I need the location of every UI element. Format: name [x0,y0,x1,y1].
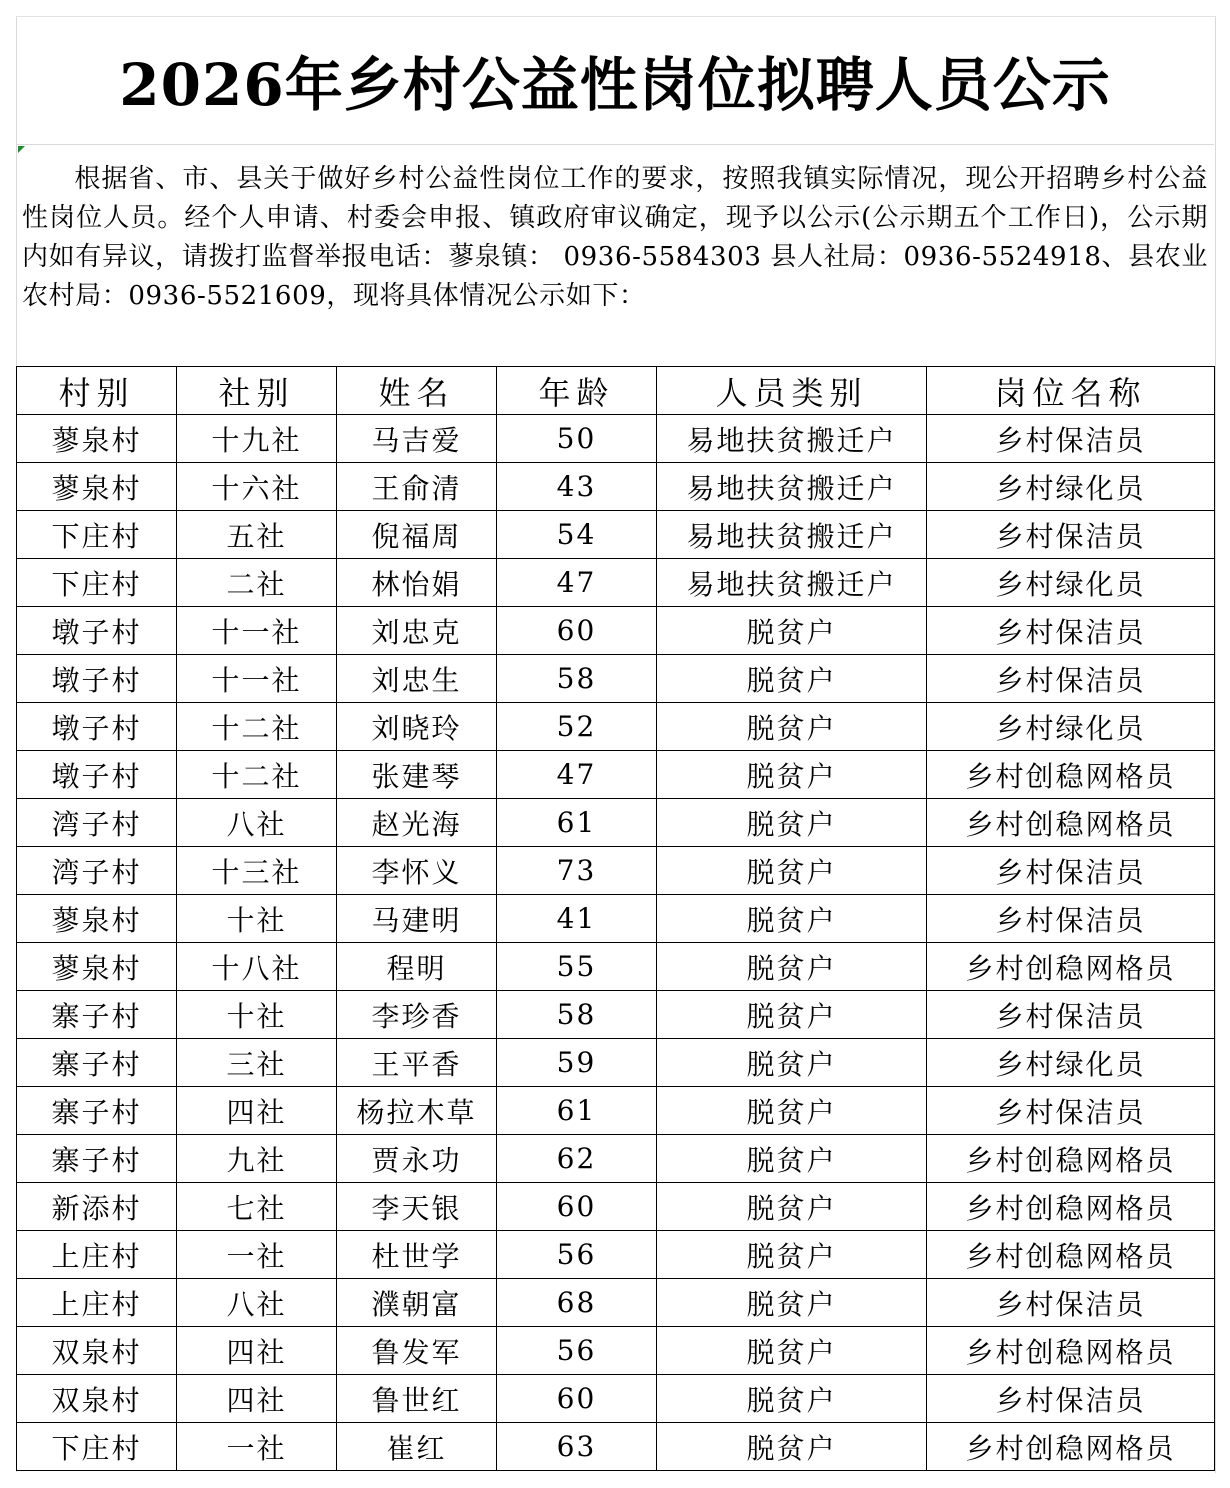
cell-category: 脱贫户 [657,847,927,895]
table-row [17,607,1215,655]
cell-age: 59 [497,1039,657,1087]
cell-group: 九社 [177,1135,337,1183]
table-row [17,703,1215,751]
cell-category: 易地扶贫搬迁户 [657,463,927,511]
cell-name: 林怡娟 [337,559,497,607]
cell-group: 三社 [177,1039,337,1087]
cell-village: 墩子村 [17,751,177,799]
cell-age: 60 [497,1183,657,1231]
cell-category: 脱贫户 [657,655,927,703]
cell-age: 41 [497,895,657,943]
cell-position: 乡村创稳网格员 [927,1327,1215,1375]
header-position: 岗位名称 [927,367,1215,415]
cell-category: 脱贫户 [657,703,927,751]
cell-position: 乡村保洁员 [927,1375,1215,1423]
cell-village: 蓼泉村 [17,415,177,463]
cell-position: 乡村创稳网格员 [927,943,1215,991]
cell-group: 十一社 [177,655,337,703]
cell-village: 下庄村 [17,1423,177,1471]
cell-village: 蓼泉村 [17,895,177,943]
cell-village: 湾子村 [17,847,177,895]
cell-category: 脱贫户 [657,1135,927,1183]
cell-group: 十二社 [177,751,337,799]
cell-age: 60 [497,1375,657,1423]
table-row [17,559,1215,607]
cell-name: 濮朝富 [337,1279,497,1327]
table-header-row [17,367,1215,415]
cell-position: 乡村保洁员 [927,607,1215,655]
cell-village: 下庄村 [17,559,177,607]
cell-name: 崔红 [337,1423,497,1471]
cell-position: 乡村保洁员 [927,895,1215,943]
cell-village: 寨子村 [17,1135,177,1183]
cell-age: 47 [497,559,657,607]
cell-age: 61 [497,1087,657,1135]
cell-name: 张建琴 [337,751,497,799]
header-category: 人员类别 [657,367,927,415]
cell-position: 乡村保洁员 [927,847,1215,895]
cell-age: 54 [497,511,657,559]
cell-age: 73 [497,847,657,895]
cell-village: 墩子村 [17,703,177,751]
cell-position: 乡村保洁员 [927,415,1215,463]
cell-position: 乡村绿化员 [927,703,1215,751]
cell-position: 乡村创稳网格员 [927,1423,1215,1471]
cell-village: 寨子村 [17,1087,177,1135]
cell-category: 脱贫户 [657,1327,927,1375]
cell-name: 刘忠克 [337,607,497,655]
table-row [17,1279,1215,1327]
cell-age: 61 [497,799,657,847]
notice-paragraph [22,160,1208,316]
cell-village: 墩子村 [17,655,177,703]
cell-category: 脱贫户 [657,1375,927,1423]
cell-position: 乡村保洁员 [927,991,1215,1039]
cell-age: 56 [497,1327,657,1375]
cell-position: 乡村创稳网格员 [927,1183,1215,1231]
table-row [17,463,1215,511]
page-title: 2026年乡村公益性岗位拟聘人员公示 [16,16,1214,145]
cell-village: 双泉村 [17,1327,177,1375]
cell-name: 刘晓玲 [337,703,497,751]
cell-name: 程明 [337,943,497,991]
cell-age: 55 [497,943,657,991]
cell-name: 马建明 [337,895,497,943]
cell-group: 五社 [177,511,337,559]
header-group: 社别 [177,367,337,415]
notice-text: 根据省、市、县关于做好乡村公益性岗位工作的要求，按照我镇实际情况，现公开招聘乡村公益性岗位人员。经个人申请、村委会申报、镇政府审议确定，现予以公示(公示期五个工作日)，公示期内如有异议，请拨打监督举报电话：蓼泉镇： 0936-5584303 县人社局：0936-5524918、县农业农村局：0936-5521609，现将具体情况公示如下： [22,164,1208,311]
table-row [17,1087,1215,1135]
cell-age: 47 [497,751,657,799]
cell-position: 乡村保洁员 [927,1087,1215,1135]
cell-category: 脱贫户 [657,1423,927,1471]
cell-category: 脱贫户 [657,943,927,991]
cell-group: 八社 [177,1279,337,1327]
table-row [17,1423,1215,1471]
cell-comment-marker [18,146,25,153]
cell-name: 王俞清 [337,463,497,511]
cell-category: 脱贫户 [657,607,927,655]
cell-group: 十二社 [177,703,337,751]
cell-name: 鲁世红 [337,1375,497,1423]
table-row [17,1135,1215,1183]
cell-position: 乡村绿化员 [927,1039,1215,1087]
cell-village: 上庄村 [17,1279,177,1327]
cell-village: 下庄村 [17,511,177,559]
cell-village: 寨子村 [17,1039,177,1087]
cell-name: 马吉爱 [337,415,497,463]
cell-category: 脱贫户 [657,1183,927,1231]
cell-category: 脱贫户 [657,1039,927,1087]
cell-age: 50 [497,415,657,463]
cell-village: 新添村 [17,1183,177,1231]
cell-age: 63 [497,1423,657,1471]
cell-name: 倪福周 [337,511,497,559]
cell-position: 乡村创稳网格员 [927,1135,1215,1183]
cell-position: 乡村保洁员 [927,655,1215,703]
cell-age: 56 [497,1231,657,1279]
cell-position: 乡村保洁员 [927,1279,1215,1327]
cell-category: 脱贫户 [657,751,927,799]
cell-category: 脱贫户 [657,1231,927,1279]
cell-village: 湾子村 [17,799,177,847]
table-row [17,1183,1215,1231]
cell-age: 58 [497,991,657,1039]
cell-group: 八社 [177,799,337,847]
cell-category: 脱贫户 [657,1279,927,1327]
cell-category: 易地扶贫搬迁户 [657,511,927,559]
table-row [17,991,1215,1039]
header-village: 村别 [17,367,177,415]
header-name: 姓名 [337,367,497,415]
cell-village: 上庄村 [17,1231,177,1279]
table-row [17,1375,1215,1423]
cell-age: 68 [497,1279,657,1327]
table-row [17,1327,1215,1375]
cell-group: 四社 [177,1375,337,1423]
cell-position: 乡村创稳网格员 [927,1231,1215,1279]
cell-age: 62 [497,1135,657,1183]
table-row [17,655,1215,703]
cell-group: 十九社 [177,415,337,463]
cell-village: 寨子村 [17,991,177,1039]
cell-group: 十三社 [177,847,337,895]
cell-position: 乡村保洁员 [927,511,1215,559]
cell-category: 脱贫户 [657,1087,927,1135]
cell-group: 一社 [177,1231,337,1279]
cell-group: 一社 [177,1423,337,1471]
table-row [17,751,1215,799]
cell-name: 刘忠生 [337,655,497,703]
table-row [17,943,1215,991]
cell-name: 王平香 [337,1039,497,1087]
header-age: 年龄 [497,367,657,415]
cell-group: 四社 [177,1087,337,1135]
cell-position: 乡村创稳网格员 [927,799,1215,847]
roster-table [16,366,1215,1471]
cell-age: 52 [497,703,657,751]
table-row [17,895,1215,943]
cell-group: 二社 [177,559,337,607]
table-row [17,511,1215,559]
cell-group: 七社 [177,1183,337,1231]
cell-name: 杨拉木草 [337,1087,497,1135]
cell-age: 60 [497,607,657,655]
cell-name: 赵光海 [337,799,497,847]
cell-position: 乡村创稳网格员 [927,751,1215,799]
cell-category: 易地扶贫搬迁户 [657,559,927,607]
cell-name: 李珍香 [337,991,497,1039]
cell-category: 脱贫户 [657,895,927,943]
cell-group: 十八社 [177,943,337,991]
cell-group: 十六社 [177,463,337,511]
cell-name: 李天银 [337,1183,497,1231]
cell-name: 鲁发军 [337,1327,497,1375]
table-row [17,1039,1215,1087]
cell-name: 李怀义 [337,847,497,895]
page-bottom-margin [16,1472,1214,1488]
cell-group: 十一社 [177,607,337,655]
table-body [17,415,1215,1471]
cell-category: 脱贫户 [657,799,927,847]
cell-age: 43 [497,463,657,511]
table-row [17,799,1215,847]
cell-village: 双泉村 [17,1375,177,1423]
cell-group: 十社 [177,991,337,1039]
cell-name: 贾永功 [337,1135,497,1183]
cell-village: 墩子村 [17,607,177,655]
table-row [17,415,1215,463]
cell-position: 乡村绿化员 [927,463,1215,511]
cell-position: 乡村绿化员 [927,559,1215,607]
cell-group: 十社 [177,895,337,943]
cell-age: 58 [497,655,657,703]
table-row [17,1231,1215,1279]
cell-village: 蓼泉村 [17,943,177,991]
cell-category: 脱贫户 [657,991,927,1039]
cell-village: 蓼泉村 [17,463,177,511]
cell-category: 易地扶贫搬迁户 [657,415,927,463]
table-row [17,847,1215,895]
cell-name: 杜世学 [337,1231,497,1279]
cell-group: 四社 [177,1327,337,1375]
